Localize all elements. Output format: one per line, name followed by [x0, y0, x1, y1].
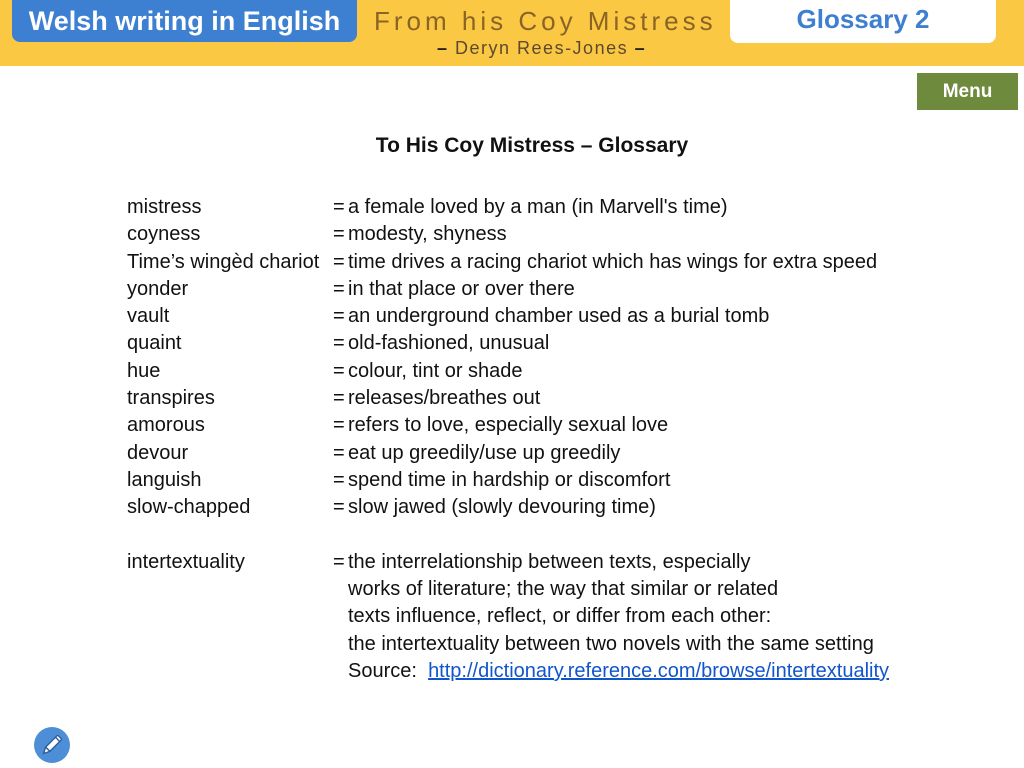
equals-sign: =	[333, 250, 345, 273]
glossary-entry	[127, 276, 987, 303]
equals-sign: =	[333, 550, 345, 573]
header-bar	[0, 0, 1024, 66]
glossary-definition: a female loved by a man (in Marvell's time)	[348, 196, 728, 218]
equals-sign: =	[333, 414, 345, 437]
source-line	[127, 658, 987, 685]
author-dash-right: –	[634, 38, 647, 58]
glossary-term: amorous	[127, 414, 205, 437]
glossary-entry	[127, 358, 987, 385]
glossary-term: transpires	[127, 387, 215, 410]
glossary-entry	[127, 221, 987, 248]
glossary-definition: time drives a racing chariot which has wings for extra speed	[348, 250, 878, 273]
glossary-entry	[127, 330, 987, 357]
glossary-definition: slow jawed (slowly devouring time)	[348, 496, 656, 519]
page-title: To His Coy Mistress – Glossary	[375, 134, 689, 157]
glossary-term: hue	[127, 359, 161, 382]
definition-continuation: works of literature; the way that similar or related	[348, 578, 779, 601]
glossary-definition: modesty, shyness	[348, 223, 507, 246]
definition-continuation: texts influence, reflect, or differ from each other:	[348, 605, 772, 628]
glossary-term: slow-chapped	[127, 496, 251, 519]
glossary-definition: refers to love, especially sexual love	[348, 414, 669, 437]
equals-sign: =	[333, 277, 345, 300]
glossary-term: quaint	[127, 332, 182, 355]
equals-sign: =	[333, 468, 345, 491]
glossary-definition: old-fashioned, unusual	[348, 332, 550, 355]
glossary-list	[127, 194, 987, 685]
glossary-entry	[127, 494, 987, 521]
glossary-entry	[127, 249, 987, 276]
menu-button[interactable]: Menu	[917, 73, 1018, 110]
edit-button[interactable]	[34, 727, 70, 763]
equals-sign: =	[333, 332, 345, 355]
glossary-definition: an underground chamber used as a burial tomb	[348, 305, 770, 328]
author-name: Deryn Rees-Jones	[455, 38, 629, 58]
equals-sign: =	[333, 359, 345, 382]
glossary-entry	[127, 303, 987, 330]
poem-author	[437, 38, 657, 59]
glossary-entry	[127, 412, 987, 439]
equals-sign: =	[333, 441, 345, 464]
tab-glossary-2[interactable]: Glossary 2	[730, 0, 996, 43]
glossary-definition: spend time in hardship or discomfort	[348, 468, 671, 491]
glossary-definition: eat up greedily/use up greedily	[348, 441, 621, 464]
glossary-definition: in that place or over there	[348, 277, 575, 300]
glossary-entry-intertextuality	[127, 549, 987, 576]
glossary-entry	[127, 194, 987, 221]
glossary-term: Time’s wingèd chariot	[127, 250, 320, 273]
source-label: Source:	[348, 660, 417, 683]
glossary-entry	[127, 385, 987, 412]
glossary-term: languish	[127, 468, 202, 491]
equals-sign: =	[333, 223, 345, 246]
pencil-icon	[34, 727, 70, 763]
equals-sign: =	[333, 496, 345, 519]
glossary-definition: the interrelationship between texts, especially	[348, 550, 751, 573]
glossary-term: coyness	[127, 223, 201, 246]
spacer	[127, 522, 987, 549]
glossary-entry	[127, 467, 987, 494]
equals-sign: =	[333, 387, 345, 410]
glossary-entry	[127, 440, 987, 467]
definition-continuation: the intertextuality between two novels with the same setting	[348, 632, 874, 655]
glossary-term: vault	[127, 305, 170, 328]
glossary-definition: releases/breathes out	[348, 387, 541, 410]
glossary-definition: colour, tint or shade	[348, 359, 523, 382]
source-link[interactable]: http://dictionary.reference.com/browse/intertextuality	[428, 660, 890, 683]
site-brand[interactable]: Welsh writing in English	[12, 0, 357, 42]
glossary-term: intertextuality	[127, 550, 245, 573]
author-dash-left: –	[437, 38, 449, 58]
glossary-term: devour	[127, 441, 189, 464]
glossary-term: mistress	[127, 196, 202, 218]
glossary-term: yonder	[127, 277, 189, 300]
poem-title: From his Coy Mistress	[374, 6, 717, 36]
equals-sign: =	[333, 305, 345, 328]
equals-sign: =	[333, 196, 345, 218]
